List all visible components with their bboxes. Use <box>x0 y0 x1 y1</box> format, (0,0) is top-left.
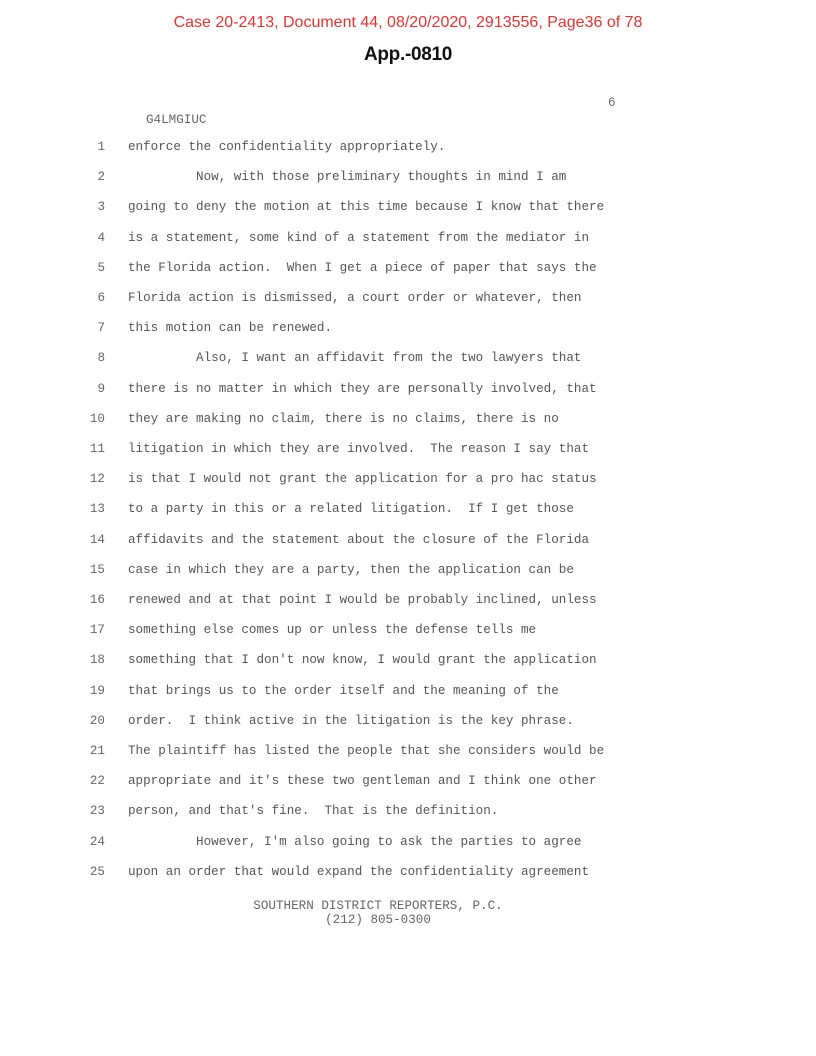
case-header-stamp: Case 20-2413, Document 44, 08/20/2020, 2913556, Page36 of 78 <box>173 14 643 31</box>
footer-reporter-phone: (212) 805-0300 <box>325 913 431 927</box>
line-text: that brings us to the order itself and the meaning of the <box>128 683 559 698</box>
line-number: 17 <box>89 623 105 638</box>
transcript-line <box>0 593 816 623</box>
line-text: there is no matter in which they are personally involved, that <box>128 381 597 396</box>
line-number: 13 <box>89 502 105 517</box>
line-text: person, and that's fine. That is the definition. <box>128 804 499 819</box>
line-text: The plaintiff has listed the people that she considers would be <box>128 744 605 758</box>
line-text: something that I don't now know, I would grant the application <box>128 653 597 668</box>
line-number: 5 <box>97 260 105 275</box>
transcript-line <box>0 744 816 774</box>
line-text: affidavits and the statement about the closure of the Florida <box>128 532 590 547</box>
line-number: 2 <box>97 170 105 185</box>
line-number: 22 <box>89 774 105 789</box>
transcript-line <box>0 653 816 683</box>
line-text: is a statement, some kind of a statement from the mediator in <box>128 230 590 245</box>
line-text: upon an order that would expand the confidentiality agreement <box>128 864 590 879</box>
transcript-line <box>0 140 816 170</box>
line-text: renewed and at that point I would be probably inclined, unless <box>128 593 597 607</box>
appendix-page-number: App.-0810 <box>363 44 453 65</box>
line-text: to a party in this or a related litigation. If I get those <box>128 502 574 517</box>
line-number: 8 <box>97 351 105 366</box>
transcript-line <box>0 442 816 472</box>
line-number: 4 <box>97 230 105 245</box>
line-number: 7 <box>97 321 105 336</box>
line-text: the Florida action. When I get a piece of paper that says the <box>128 260 597 275</box>
transcript-line <box>0 472 816 502</box>
transcript-line <box>0 382 816 412</box>
transcript-line <box>0 835 816 865</box>
transcript-line <box>0 412 816 442</box>
line-number: 16 <box>89 593 105 607</box>
transcript-line <box>0 321 816 351</box>
line-text: Florida action is dismissed, a court order or whatever, then <box>128 291 582 305</box>
line-number: 15 <box>89 562 105 577</box>
line-number: 24 <box>89 834 105 849</box>
footer-reporter-name: SOUTHERN DISTRICT REPORTERS, P.C. <box>253 899 503 913</box>
transcript-line <box>0 714 816 744</box>
line-number: 25 <box>89 864 105 879</box>
line-number: 3 <box>97 200 105 215</box>
line-number: 12 <box>89 472 105 487</box>
transcript-line <box>0 563 816 593</box>
line-number: 11 <box>89 442 105 456</box>
transcript-line <box>0 200 816 230</box>
line-number: 20 <box>89 713 105 728</box>
line-number: 9 <box>97 381 105 396</box>
transcript-line <box>0 170 816 200</box>
transcript-line <box>0 684 816 714</box>
transcript-line <box>0 774 816 804</box>
line-text: appropriate and it's these two gentleman and I think one other <box>128 774 597 789</box>
line-text: going to deny the motion at this time because I know that there <box>128 200 605 215</box>
line-number: 21 <box>89 744 105 758</box>
docket-identifier: G4LMGIUC <box>146 113 207 127</box>
line-number: 6 <box>97 291 105 305</box>
line-number: 1 <box>97 140 105 154</box>
line-text: they are making no claim, there is no claims, there is no <box>128 411 559 426</box>
transcript-line <box>0 261 816 291</box>
line-text: this motion can be renewed. <box>128 321 333 336</box>
transcript-line <box>0 865 816 895</box>
line-text: order. I think active in the litigation is the key phrase. <box>128 713 574 728</box>
line-text: enforce the confidentiality appropriately. <box>128 140 446 154</box>
line-number: 14 <box>89 532 105 547</box>
line-text: something else comes up or unless the defense tells me <box>128 623 537 638</box>
line-number: 23 <box>89 804 105 819</box>
transcript-line <box>0 351 816 381</box>
line-text: Also, I want an affidavit from the two lawyers that <box>128 351 582 366</box>
line-number: 19 <box>89 683 105 698</box>
line-text: case in which they are a party, then the application can be <box>128 562 574 577</box>
transcript-line <box>0 291 816 321</box>
transcript-line <box>0 231 816 261</box>
line-text: However, I'm also going to ask the parties to agree <box>128 834 582 849</box>
line-text: is that I would not grant the application for a pro hac status <box>128 472 597 487</box>
line-number: 18 <box>89 653 105 668</box>
line-number: 10 <box>89 411 105 426</box>
transcript-line <box>0 502 816 532</box>
transcript-page-number: 6 <box>608 96 616 110</box>
line-text: Now, with those preliminary thoughts in mind I am <box>128 170 567 185</box>
transcript-line <box>0 804 816 834</box>
transcript-line <box>0 623 816 653</box>
line-text: litigation in which they are involved. The reason I say that <box>128 442 590 456</box>
transcript-line <box>0 533 816 563</box>
